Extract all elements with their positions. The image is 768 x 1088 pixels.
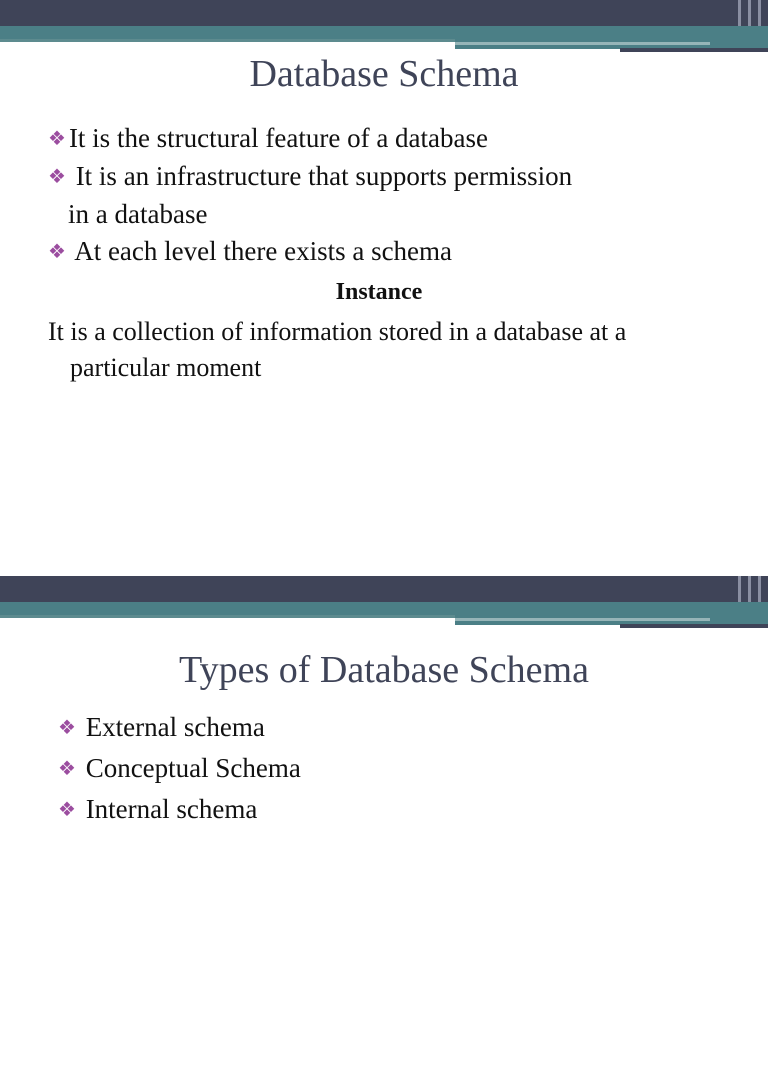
four-diamond-bullet-icon: ❖: [58, 717, 76, 739]
list-item: [58, 707, 758, 748]
four-diamond-bullet-icon: ❖: [48, 128, 66, 150]
slide-title: Database Schema: [249, 53, 519, 95]
four-diamond-bullet-icon: ❖: [58, 758, 76, 780]
instance-heading: Instance: [335, 279, 423, 305]
instance-definition: [48, 314, 748, 386]
bullet-text: At each level there exists a schema: [68, 236, 453, 266]
four-diamond-bullet-icon: ❖: [48, 166, 66, 188]
list-item: [58, 789, 758, 830]
definition-line-1: It is a collection of information stored in a database at a: [48, 317, 627, 346]
four-diamond-bullet-icon: ❖: [48, 241, 66, 263]
bullet-text: It is the structural feature of a database: [68, 123, 488, 153]
slide-database-schema: [0, 0, 768, 512]
list-item: [48, 158, 748, 233]
definition-line-2: particular moment: [70, 353, 262, 382]
list-item: [58, 748, 758, 789]
four-diamond-bullet-icon: ❖: [58, 799, 76, 821]
list-item: [48, 120, 748, 158]
bullet-list: [48, 120, 748, 271]
bullet-text: Internal schema: [78, 794, 258, 824]
bullet-list: [58, 707, 758, 830]
bullet-text: External schema: [78, 712, 265, 742]
slide-title: Types of Database Schema: [179, 649, 589, 691]
header-band: [0, 576, 768, 630]
header-band: [0, 0, 768, 54]
bullet-text: Conceptual Schema: [78, 753, 301, 783]
bullet-continuation: in a database: [68, 199, 208, 229]
bullet-text: It is an infrastructure that supports permission: [68, 161, 573, 191]
slide-types-of-database-schema: [0, 576, 768, 1088]
list-item: [48, 233, 748, 271]
